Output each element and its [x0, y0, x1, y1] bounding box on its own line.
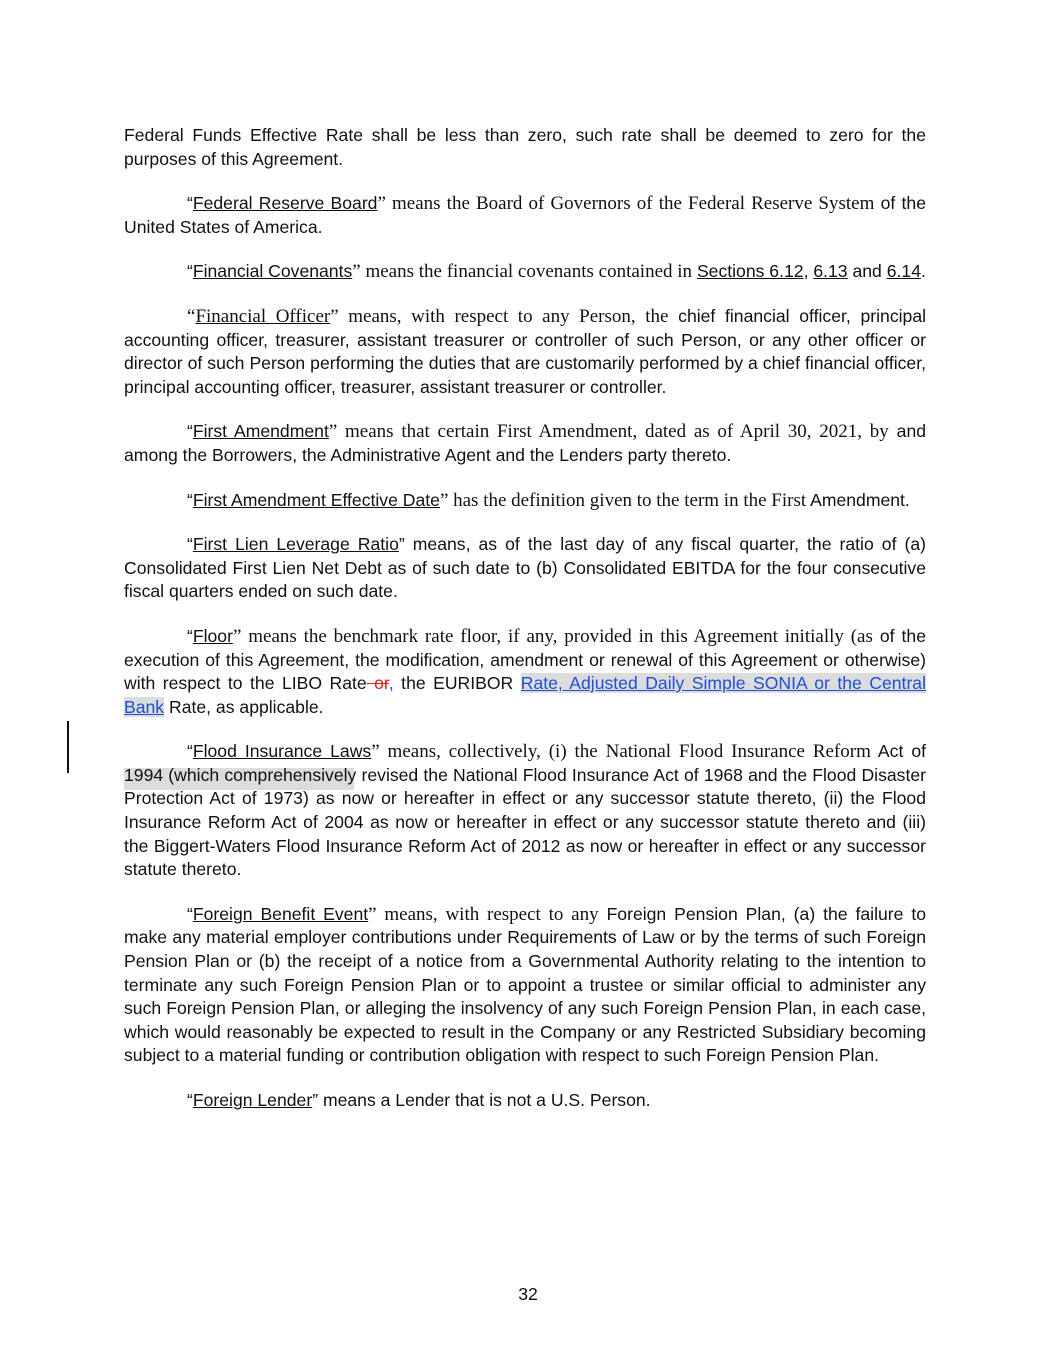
- paragraph-continuation: Federal Funds Effective Rate shall be less than zero, such rate shall be deemed to zero for the purposes of this Agreement.: [124, 125, 926, 169]
- definition-text: Act of 1994 (which comprehensively revised the National Flood Insurance Act of 1968 and the Flood Disaster Protection Act of 1973) as now or hereafter in effect or any successor statute thereto, (ii) the Flood Insurance Reform Act of 2004 as now or hereafter in effect or any successor statute thereto and (iii) the Biggert-Waters Flood Insurance Reform Act of 2012 as now or hereafter in effect or any successor statute thereto.: [124, 741, 927, 880]
- definition-text: means, as of the last day of any fiscal quarter, the ratio of (a) Consolidated First Lien Net Debt as of such date to (b) Consolidated EBITDA for the four consecutive fiscal quarters ended on such date.: [124, 534, 926, 602]
- deleted-text: or: [366, 673, 389, 694]
- definition-text: Rate, as applicable.: [164, 696, 324, 717]
- change-bar: [67, 721, 69, 773]
- document-body: [124, 124, 926, 1134]
- definition-foreign-benefit-event: “Foreign Benefit Event” means, with respect to any Foreign Pension Plan, (a) the failure to make any material employer contributions under Requirements of Law or by the terms of such Foreign Pension Plan or (b) the receipt of a notice from a Governmental Authority relating to the intention to terminate any such Foreign Pension Plan or to appoint a trustee or similar official to administer any such Foreign Pension Plan, or alleging the insolvency of any such Foreign Pension Plan, in each case, which would reasonably be expected to result in the Company or any Restricted Subsidiary becoming subject to a material funding or contribution obligation with respect to such Foreign Pension Plan.: [124, 903, 927, 1066]
- conjunction: and: [852, 261, 882, 282]
- definition-text: has the definition given to the term in the First: [453, 489, 807, 511]
- definition-financial-covenants: “Financial Covenants” means the financial covenants contained in Sections 6.12, 6.13 and 6.14.: [187, 261, 926, 283]
- definition-first-amendment: “First Amendment” means that certain First Amendment, dated as of April 30, 2021, by and among the Borrowers, the Administrative Agent and the Lenders party thereto.: [124, 421, 927, 465]
- defined-term: Floor: [192, 625, 233, 646]
- inserted-text: ,: [388, 673, 394, 694]
- definition-text: means, collectively, (i) the National Flood Insurance Reform: [387, 741, 871, 763]
- definition-text: chief financial officer, principal accounting officer, treasurer, assistant treasurer or controller of such Person, or any other officer or director of such Person performing the duties that are customarily performed by a chief financial officer, principal accounting officer, treasurer, assistant treasurer or controller.: [124, 305, 927, 397]
- definition-floor: “Floor” means the benchmark rate floor, if any, provided in this Agreement initially (as of the execution of this Agreement, the modification, amendment or renewal of this Agreement or otherwise) with respect to the LIBO Rate or, the EURIBOR Rate, Adjusted Daily Simple SONIA or the Central Bank Rate, as applicable.: [124, 625, 926, 717]
- definition-text: of the execution of this Agreement, the modification, amendment or renewal of this Agreement or otherwise) with respect to the LIBO Rate: [124, 625, 926, 694]
- highlighted-inserted-text: Rate, Adjusted Daily Simple SONIA or the Central Bank: [124, 673, 926, 717]
- definition-text: means, with respect to any Person, the: [348, 305, 669, 327]
- definition-text: of the United States of America.: [124, 193, 926, 237]
- defined-term: First Amendment Effective Date: [192, 489, 440, 510]
- definition-foreign-lender: “Foreign Lender” means a Lender that is not a U.S. Person.: [187, 1090, 651, 1110]
- defined-term: Financial Covenants: [192, 261, 353, 282]
- definition-financial-officer: “Financial Officer” means, with respect to any Person, the chief financial officer, principal accounting officer, treasurer, assistant treasurer or controller of such Person, or any other officer or director of such Person performing the duties that are customarily performed by a chief financial officer, principal accounting officer, treasurer, assistant treasurer or controller.: [124, 305, 927, 397]
- defined-term: Flood Insurance Laws: [192, 741, 372, 762]
- definition-text: means the financial covenants contained in: [365, 261, 693, 283]
- definition-federal-reserve-board: “Federal Reserve Board” means the Board of Governors of the Federal Reserve System of the United States of America.: [124, 193, 926, 237]
- definition-text: Amendment.: [810, 489, 910, 510]
- definition-text: means a Lender that is not a U.S. Person.: [322, 1090, 651, 1110]
- definition-flood-insurance-laws: “Flood Insurance Laws” means, collectively, (i) the National Flood Insurance Reform Act of 1994 (which comprehensively revised the National Flood Insurance Act of 1968 and the Flood Disaster Protection Act of 1973) as now or hereafter in effect or any successor statute thereto, (ii) the Flood Insurance Reform Act of 2004 as now or hereafter in effect or any successor statute thereto and (iii) the Biggert-Waters Flood Insurance Reform Act of 2012 as now or hereafter in effect or any successor statute thereto.: [124, 741, 927, 880]
- definition-first-amendment-effective-date: “First Amendment Effective Date” has the definition given to the term in the First Amendment.: [187, 489, 910, 511]
- defined-term: Foreign Lender: [192, 1090, 313, 1110]
- definition-text: means the benchmark rate floor, if any, provided in this Agreement initially (as: [248, 625, 873, 647]
- section-reference: Sections 6.12: [696, 261, 804, 282]
- definition-text: means the Board of Governors of the Federal Reserve System: [392, 193, 875, 215]
- definition-text: Foreign Pension Plan, (a) the failure to make any material employer contributions under Requirements of Law or by the terms of such Foreign Pension Plan or (b) the receipt of a notice from a Governmental Authority relating to the intention to terminate any such Foreign Pension Plan or to appoint a trustee or similar official to administer any such Foreign Pension Plan, or alleging the insolvency of any such Foreign Pension Plan, in each case, which would reasonably be expected to result in the Company or any Restricted Subsidiary becoming subject to a material funding or contribution obligation with respect to such Foreign Pension Plan.: [124, 903, 927, 1066]
- defined-term: Financial Officer: [195, 305, 331, 327]
- definition-first-lien-leverage-ratio: “First Lien Leverage Ratio” means, as of the last day of any fiscal quarter, the ratio of (a) Consolidated First Lien Net Debt as of such date to (b) Consolidated EBITDA for the four consecutive fiscal quarters ended on such date.: [124, 534, 926, 602]
- defined-term: Foreign Benefit Event: [192, 903, 369, 924]
- defined-term: First Lien Leverage Ratio: [192, 534, 399, 555]
- defined-term: Federal Reserve Board: [192, 193, 378, 214]
- page-number: 32: [518, 1284, 538, 1304]
- definition-text: means, with respect to any: [384, 903, 599, 925]
- definition-text: and among the Borrowers, the Administrative Agent and the Lenders party thereto.: [124, 421, 927, 465]
- section-reference: 6.13: [813, 261, 848, 282]
- section-reference: 6.14: [886, 261, 921, 282]
- definition-text: means that certain First Amendment, dated as of April 30, 2021, by: [345, 421, 889, 443]
- definition-text: the EURIBOR: [393, 673, 514, 694]
- defined-term: First Amendment: [192, 421, 329, 442]
